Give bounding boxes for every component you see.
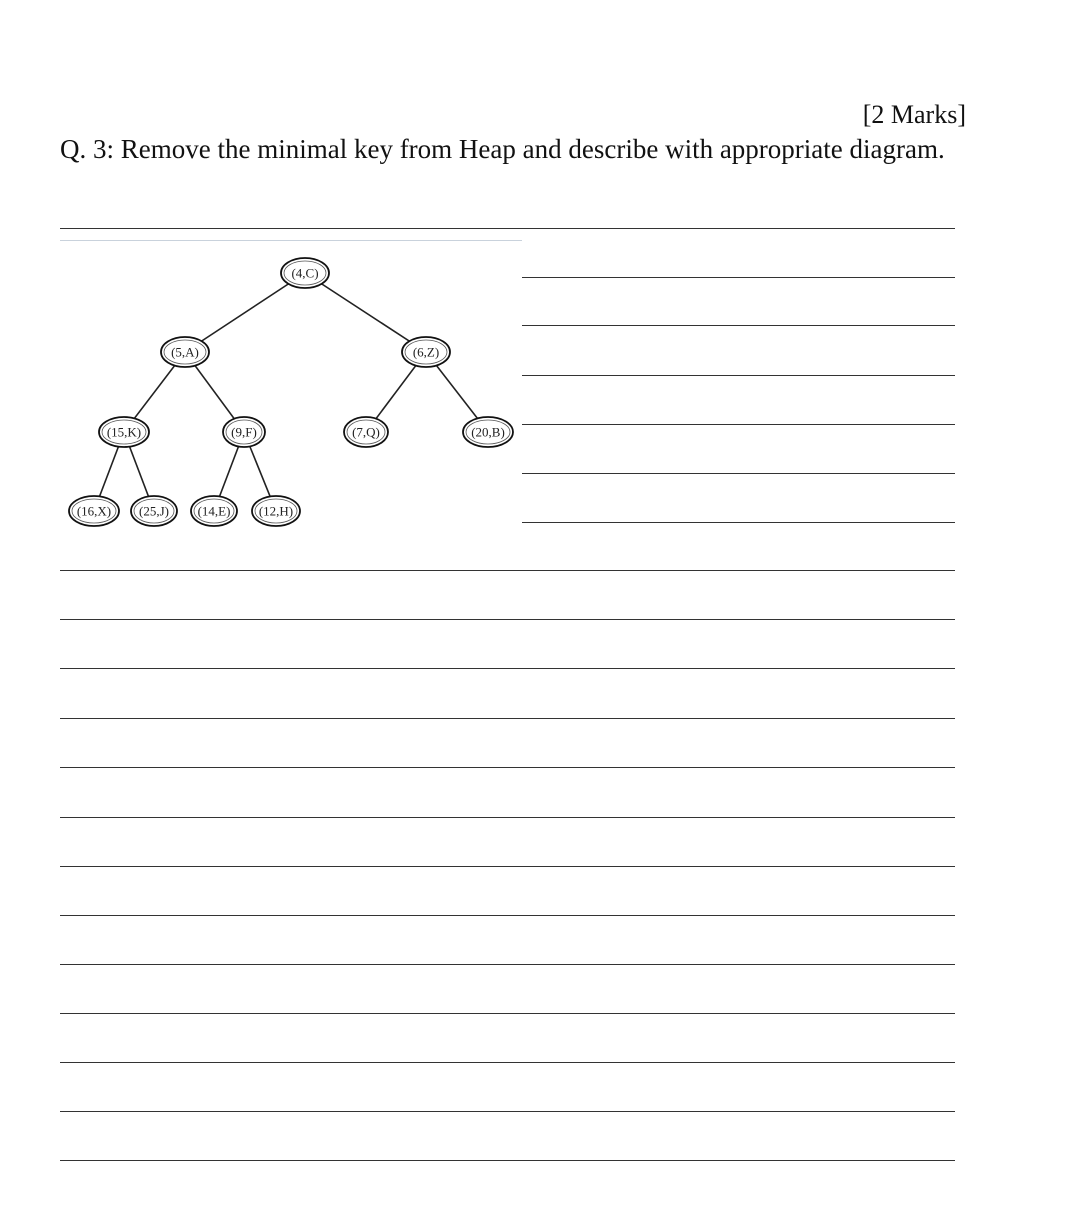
heap-node [131, 496, 177, 526]
heap-node-label: (7,Q) [352, 424, 380, 440]
heap-node-label: (15,K) [106, 424, 142, 440]
question-text: Q. 3: Remove the minimal key from Heap and describe with appropriate diagram. [60, 134, 945, 164]
heap-node [252, 496, 300, 526]
heap-node [402, 337, 450, 367]
heap-node-label: (16,X) [76, 503, 112, 519]
heap-node [69, 496, 119, 526]
heap-node [191, 496, 237, 526]
heap-node [281, 258, 329, 288]
heap-node-label: (25,J) [139, 503, 169, 519]
heap-node [344, 417, 388, 447]
heap-node-label: (12,H) [258, 503, 294, 519]
heap-node [223, 417, 265, 447]
heap-node-label: (4,C) [291, 265, 319, 281]
heap-node-label: (5,A) [171, 344, 199, 360]
heap-node-label: (14,E) [197, 503, 231, 519]
heap-node-label: (9,F) [231, 424, 257, 440]
tree-edge [185, 273, 305, 352]
heap-node-label: (6,Z) [412, 344, 440, 360]
marks-label: [2 Marks] [862, 100, 966, 129]
heap-node-label: (20,B) [471, 424, 505, 440]
heap-node [463, 417, 513, 447]
heap-node [161, 337, 209, 367]
heap-node [99, 417, 149, 447]
tree-edge [305, 273, 426, 352]
